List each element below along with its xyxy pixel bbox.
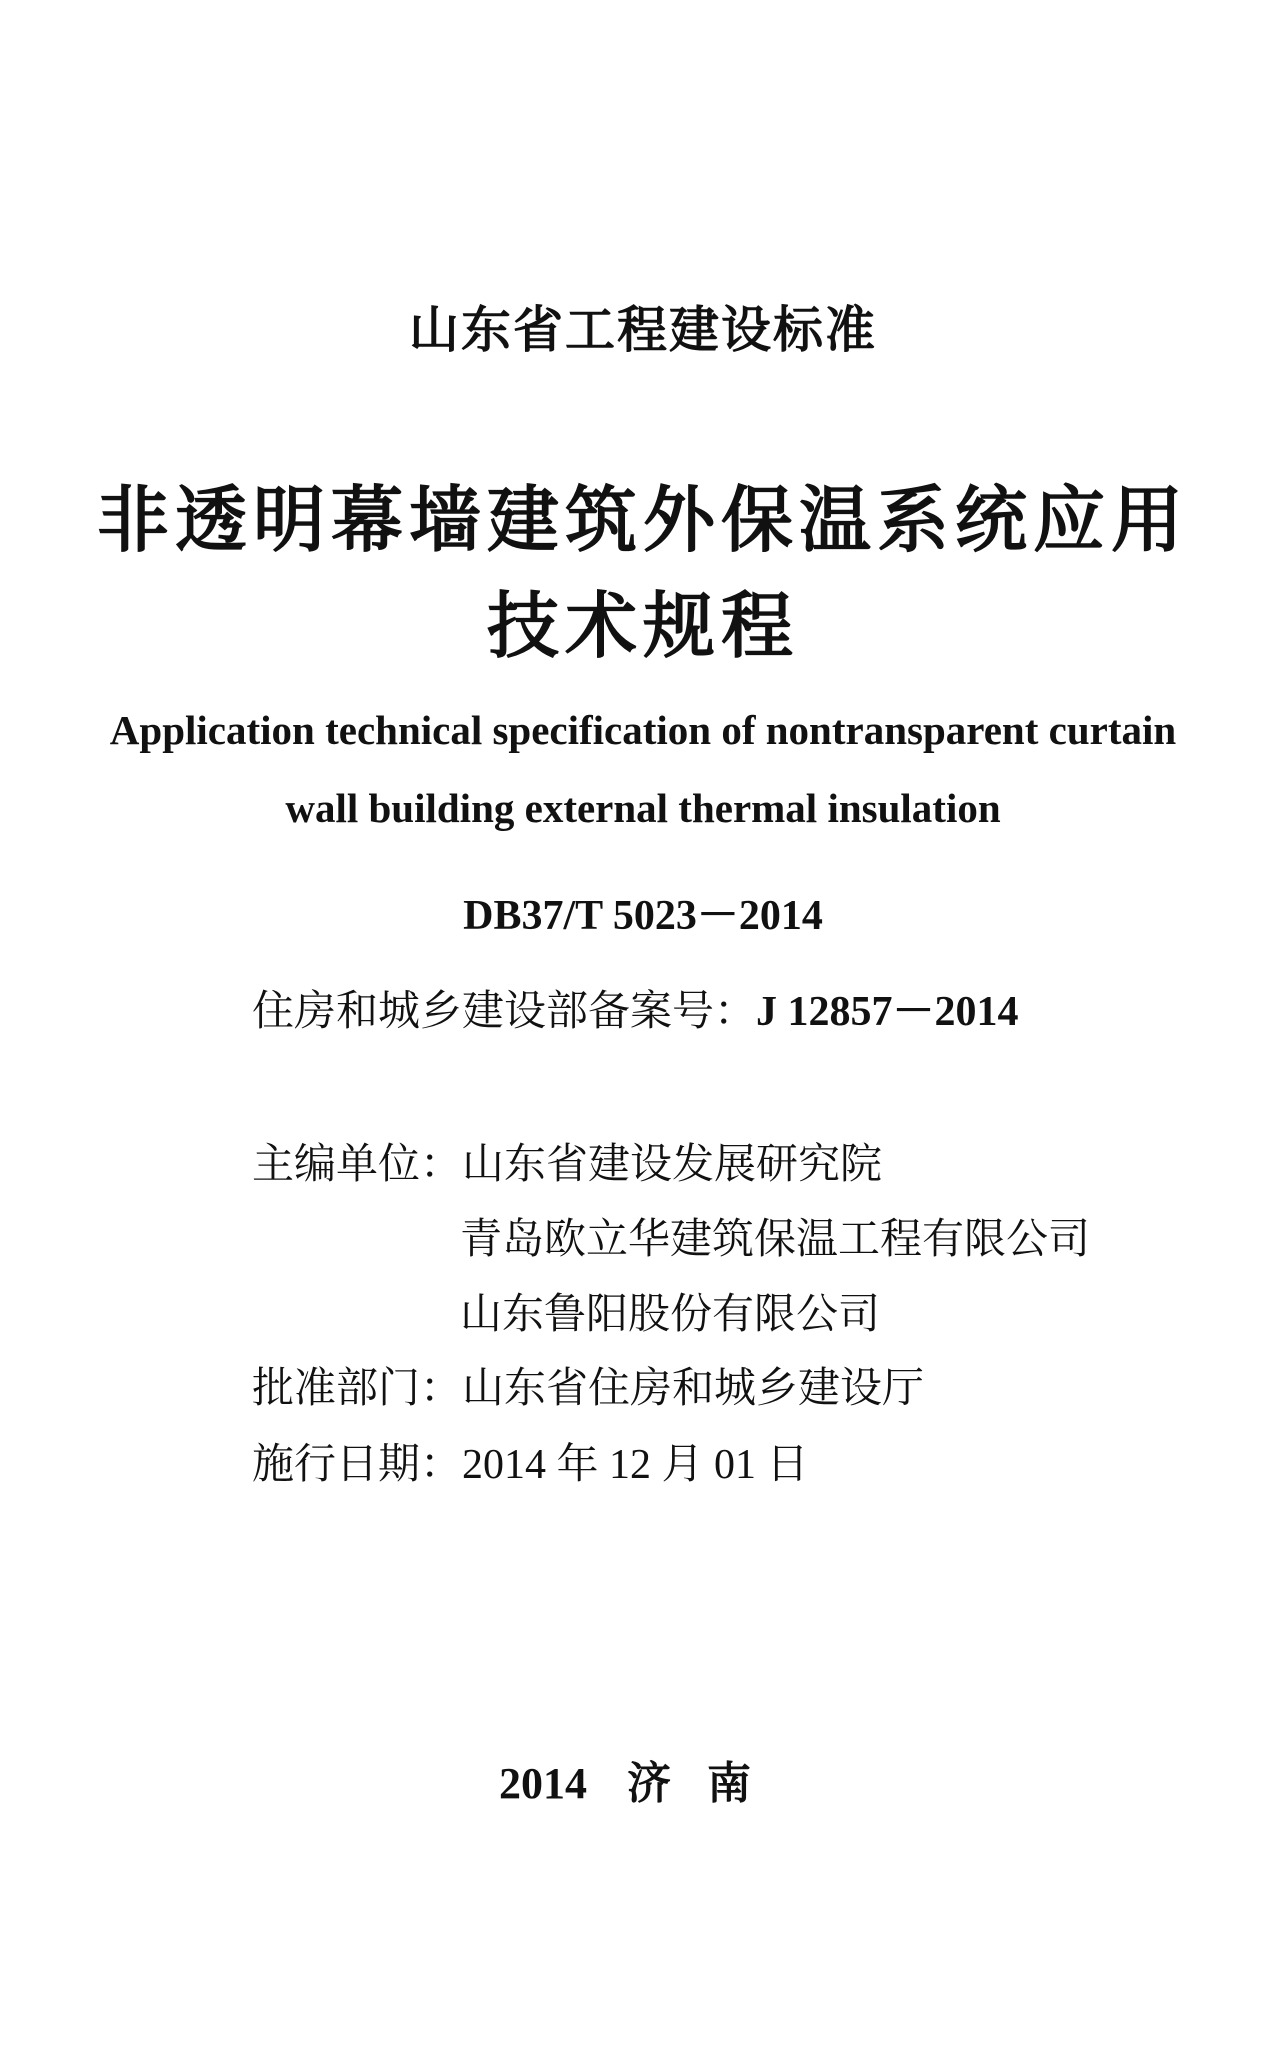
approval-department-row bbox=[252, 1363, 925, 1412]
chief-editor-3-row bbox=[460, 1289, 881, 1338]
standard-code: DB37/T 5023－2014 bbox=[463, 893, 823, 939]
title-chinese-line-2: 技术规程 bbox=[486, 584, 799, 668]
footer-city: 济南 bbox=[627, 1758, 787, 1809]
effective-label: 施行日期： bbox=[252, 1439, 463, 1488]
chief-editor-1: 山东省建设发展研究院 bbox=[462, 1139, 883, 1188]
approval-department: 山东省住房和城乡建设厅 bbox=[462, 1363, 925, 1412]
title-english-line-2: wall building external thermal insulation bbox=[285, 785, 1001, 831]
effective-date: 2014 年 12 月 01 日 bbox=[462, 1442, 809, 1488]
filing-number-row bbox=[252, 986, 1019, 1035]
filing-label: 住房和城乡建设部备案号： bbox=[252, 986, 757, 1035]
standard-category: 山东省工程建设标准 bbox=[409, 301, 877, 359]
chief-editor-2: 青岛欧立华建筑保温工程有限公司 bbox=[460, 1214, 1091, 1263]
footer-year: 2014 bbox=[499, 1759, 587, 1808]
chief-editor-3: 山东鲁阳股份有限公司 bbox=[460, 1289, 881, 1338]
title-english-line-1: Application technical specification of nontransparent curtain bbox=[109, 707, 1177, 753]
effective-date-row bbox=[252, 1439, 809, 1488]
publication-footer bbox=[0, 1747, 1286, 1811]
chief-editor-label: 主编单位： bbox=[252, 1139, 463, 1188]
filing-number: J 12857－2014 bbox=[756, 989, 1019, 1035]
title-chinese-line-1: 非透明幕墙建筑外保温系统应用 bbox=[96, 478, 1189, 562]
chief-editor-2-row bbox=[460, 1214, 1091, 1263]
chief-editor-row bbox=[252, 1139, 883, 1188]
approval-label: 批准部门： bbox=[252, 1363, 463, 1412]
